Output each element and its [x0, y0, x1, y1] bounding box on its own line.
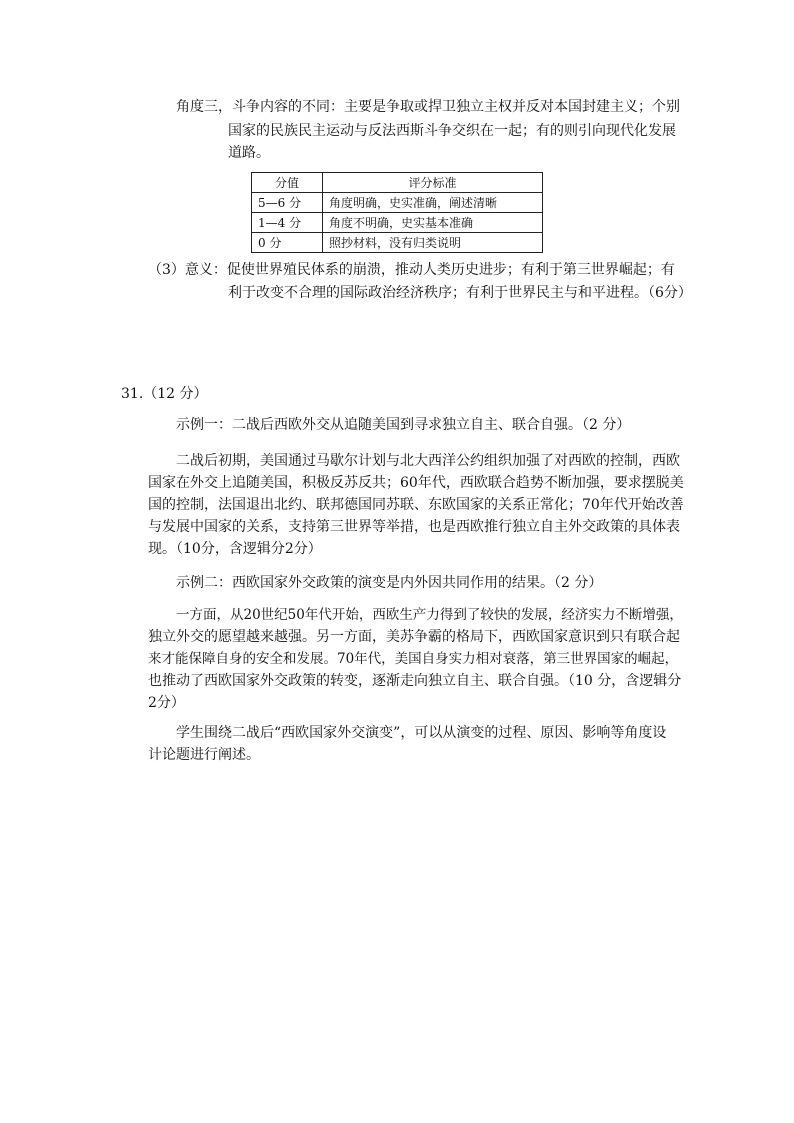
- table-row: [252, 233, 543, 253]
- example1-line-1: 二战后初期，美国通过马歇尔计划与北大西洋公约组织加强了对西欧的控制，西欧: [176, 453, 680, 469]
- scoring-table-header: [252, 173, 543, 193]
- table-row: [252, 213, 543, 233]
- angle3-line-1: 角度三，斗争内容的不同：主要是争取或捍卫独立主权并反对本国封建主义；个别: [176, 99, 680, 115]
- example2-line-3: 来才能保障自身的安全和发展。70年代，美国自身实力相对衰落，第三世界国家的崛起，: [148, 651, 679, 667]
- note-line-1: 学生围绕二战后“西欧国家外交演变”，可以从演变的过程、原因、影响等角度设: [176, 725, 667, 741]
- significance-line-1: （3）意义：促使世界殖民体系的崩溃，推动人类历史进步；有利于第三世界崛起；有: [148, 262, 675, 278]
- example1-line-4: 与发展中国家的关系，支持第三世界等举措，也是西欧推行独立自主外交政策的具体表: [148, 519, 680, 535]
- angle3-line-3: 道路。: [228, 145, 270, 161]
- table-row: [252, 193, 543, 213]
- table-cell-criteria: 角度明确，史实准确，阐述清晰: [323, 193, 543, 213]
- table-header-score: 分值: [252, 173, 323, 193]
- example1-title: 示例一：二战后西欧外交从追随美国到寻求独立自主、联合自强。（2 分）: [176, 417, 631, 433]
- question-31-header: 31.（12 分）: [121, 386, 208, 402]
- example2-line-1: 一方面，从20世纪50年代开始，西欧生产力得到了较快的发展，经济实力不断增强，: [176, 607, 683, 623]
- table-cell-criteria: 角度不明确，史实基本准确: [323, 213, 543, 233]
- note-line-2: 计论题进行阐述。: [148, 747, 260, 763]
- table-header-criteria: 评分标准: [323, 173, 543, 193]
- table-cell-score: 5—6 分: [252, 193, 323, 213]
- example2-title: 示例二：西欧国家外交政策的演变是内外因共同作用的结果。（2 分）: [176, 575, 603, 591]
- table-cell-score: 1—4 分: [252, 213, 323, 233]
- example2-line-5: 2分）: [148, 695, 185, 711]
- table-cell-criteria: 照抄材料，没有归类说明: [323, 233, 543, 253]
- table-cell-score: 0 分: [252, 233, 323, 253]
- significance-line-2: 利于改变不合理的国际政治经济秩序；有利于世界民主与和平进程。（6分）: [228, 285, 692, 301]
- example2-line-4: 也推动了西欧国家外交政策的转变，逐渐走向独立自主、联合自强。（10 分，含逻辑分: [148, 673, 682, 689]
- example1-line-2: 国家在外交上追随美国，积极反苏反共；60年代，西欧联合趋势不断加强，要求摆脱美: [148, 475, 684, 491]
- example2-line-2: 独立外交的愿望越来越强。另一方面，美苏争霸的格局下，西欧国家意识到只有联合起: [148, 629, 680, 645]
- example1-line-5: 现。（10分，含逻辑分2分）: [148, 541, 322, 557]
- scoring-table: [251, 172, 543, 253]
- example1-line-3: 国的控制，法国退出北约、联邦德国同苏联、东欧国家的关系正常化；70年代开始改善: [148, 497, 684, 513]
- angle3-line-2: 国家的民族民主运动与反法西斯斗争交织在一起；有的则引向现代化发展: [228, 123, 676, 139]
